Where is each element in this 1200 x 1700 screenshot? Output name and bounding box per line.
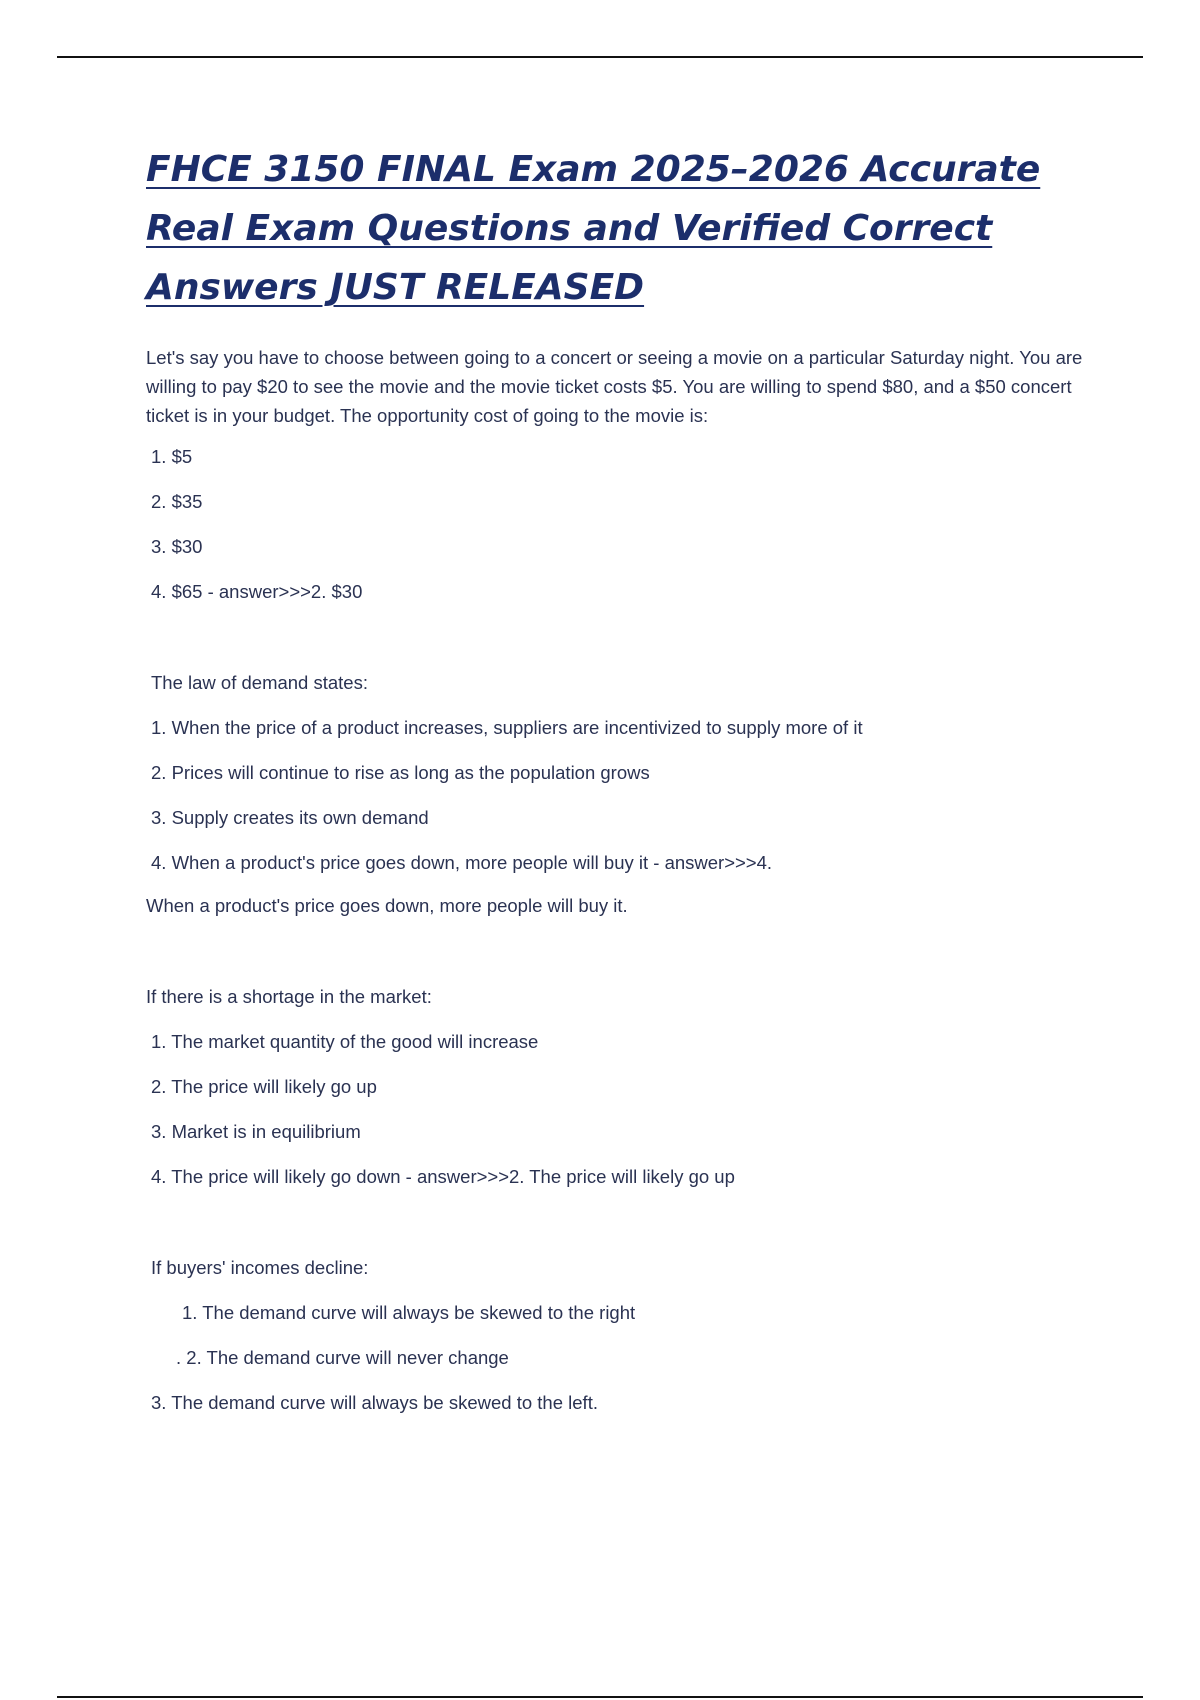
- answer-continuation: When a product's price goes down, more people will buy it.: [146, 895, 628, 916]
- option-2: 2. $35: [151, 491, 203, 512]
- option-1: 1. The market quantity of the good will increase: [151, 1031, 539, 1052]
- question-1-options: [146, 442, 1096, 606]
- option-4-answer: 4. $65 - answer>>>2. $30: [151, 581, 363, 602]
- header-rule: [57, 56, 1143, 58]
- option-2: . 2. The demand curve will never change: [176, 1347, 509, 1368]
- option-1: 1. The demand curve will always be skewed to the right: [182, 1302, 636, 1323]
- question-4-text: If buyers' incomes decline:: [151, 1257, 369, 1278]
- question-4-options: [146, 1298, 1096, 1417]
- option-3: 3. Market is in equilibrium: [151, 1121, 361, 1142]
- footer-rule: [57, 1696, 1143, 1698]
- option-3: 3. $30: [151, 536, 203, 557]
- question-3-options: [146, 1027, 1096, 1191]
- question-4: [146, 1253, 1096, 1417]
- question-1: [146, 343, 1096, 606]
- option-4-answer: 4. When a product's price goes down, more people will buy it - answer>>>4.: [151, 852, 773, 873]
- option-4-answer: 4. The price will likely go down - answer>>>2. The price will likely go up: [151, 1166, 735, 1187]
- option-2: 2. The price will likely go up: [151, 1076, 377, 1097]
- document-page: [146, 140, 1096, 1417]
- option-1: 1. When the price of a product increases, suppliers are incentivized to supply more of it: [151, 717, 863, 738]
- question-2-options: [146, 713, 1096, 877]
- question-3: [146, 982, 1096, 1191]
- document-title: FHCE 3150 FINAL Exam 2025–2026 Accurate Real Exam Questions and Verified Correct Answers JUST RELEASED: [146, 149, 1041, 308]
- question-1-text: Let's say you have to choose between going to a concert or seeing a movie on a particular Saturday night. You are willing to pay $20 to see the movie and the movie ticket costs $5. You are willing to spend $80, and a $50 concert ticket is in your budget. The opportunity cost of going to the movie is:: [146, 347, 1083, 426]
- option-3: 3. The demand curve will always be skewed to the left.: [151, 1392, 598, 1413]
- option-2: 2. Prices will continue to rise as long as the population grows: [151, 762, 650, 783]
- question-3-text: If there is a shortage in the market:: [146, 986, 432, 1007]
- question-2: [146, 668, 1096, 920]
- option-1: 1. $5: [151, 446, 193, 467]
- question-2-text: The law of demand states:: [151, 672, 368, 693]
- option-3: 3. Supply creates its own demand: [151, 807, 429, 828]
